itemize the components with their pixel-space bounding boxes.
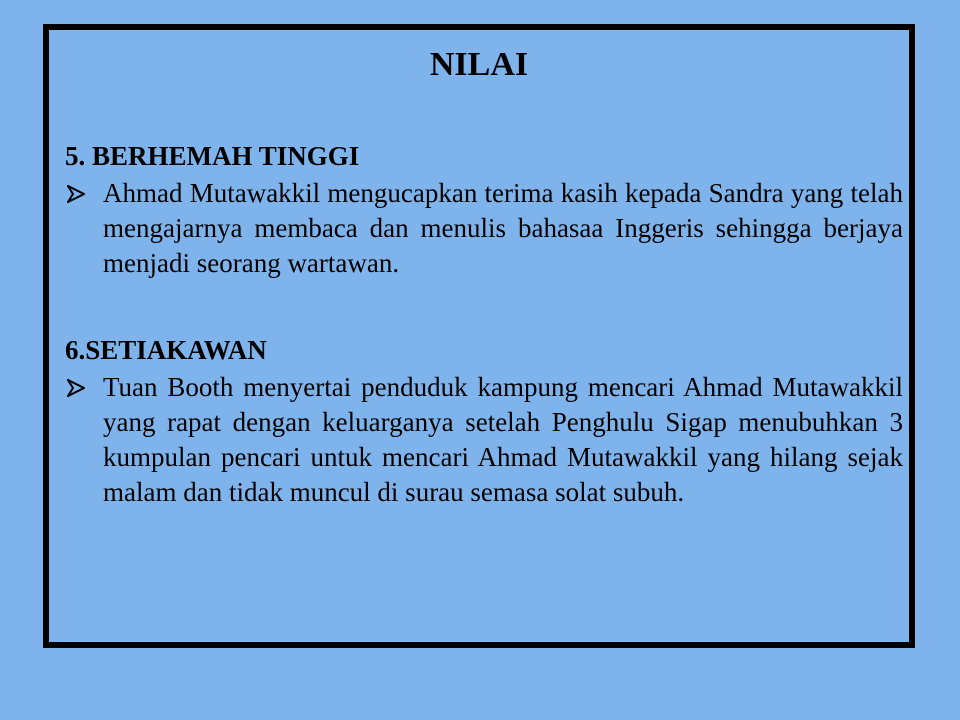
bullet-item	[65, 370, 903, 510]
bullet-text: Tuan Booth menyertai penduduk kampung mencari Ahmad Mutawakkil yang rapat dengan keluarganya setelah Penghulu Sigap menubuhkan 3 kumpulan pencari untuk mencari Ahmad Mutawakkil yang hilang sejak malam dan tidak muncul di surau semasa solat subuh.	[103, 372, 903, 507]
arrow-bullet-icon	[67, 379, 85, 397]
section-heading: 6.SETIAKAWAN	[65, 335, 267, 365]
bullet-item	[65, 176, 903, 281]
section-berhemah-tinggi	[65, 138, 903, 281]
arrow-bullet-icon	[67, 185, 85, 203]
section-setiakawan	[65, 332, 903, 510]
bullet-text: Ahmad Mutawakkil mengucapkan terima kasih kepada Sandra yang telah mengajarnya membaca dan menulis bahasaa Inggeris sehingga berjaya menjadi seorang wartawan.	[103, 178, 903, 278]
slide-frame	[43, 24, 915, 648]
slide-title: NILAI	[429, 46, 529, 83]
section-heading: 5. BERHEMAH TINGGI	[65, 141, 360, 171]
